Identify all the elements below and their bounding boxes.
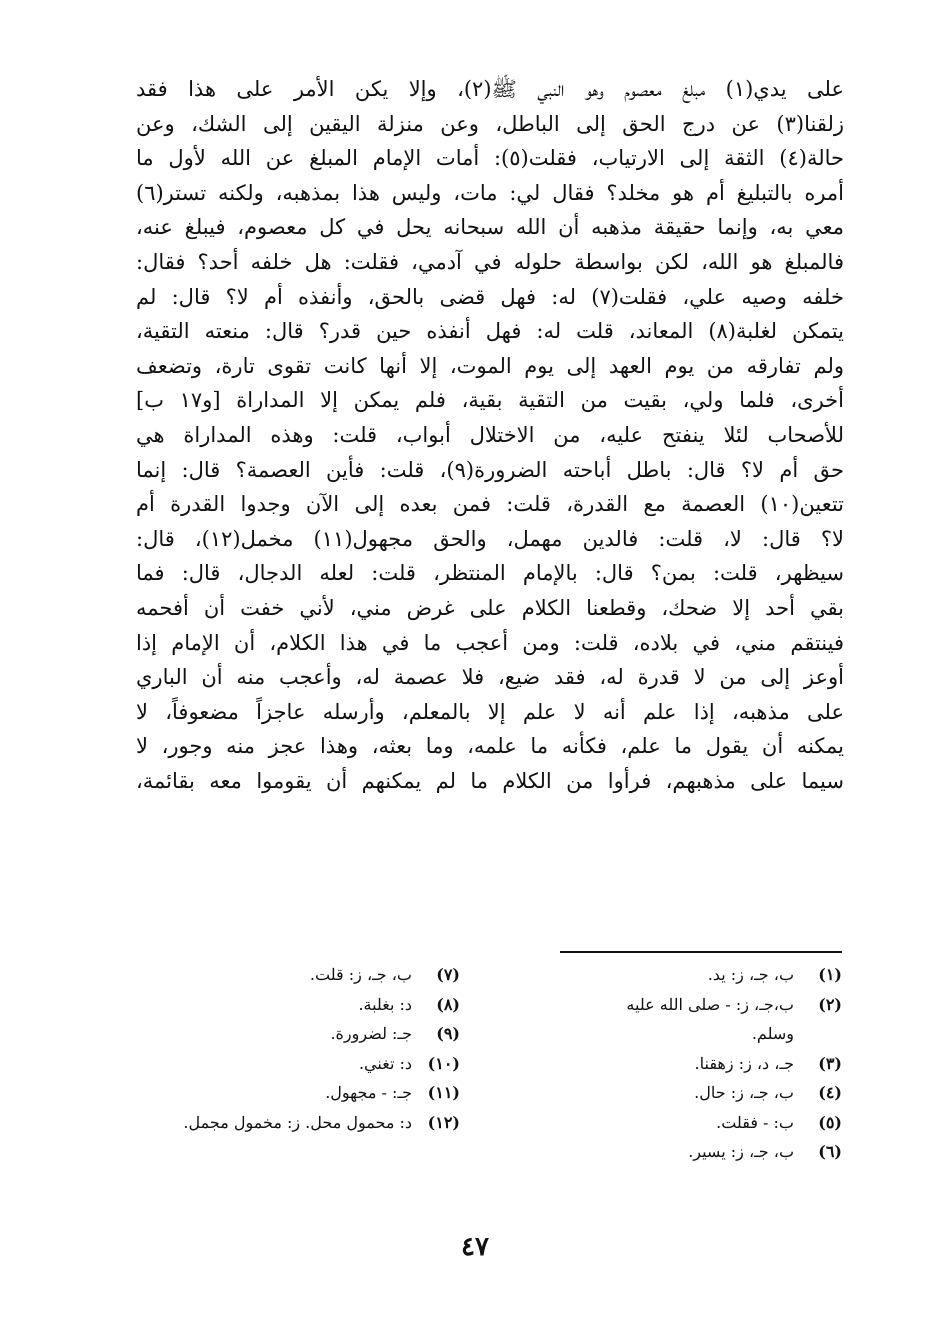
footnote <box>560 1049 842 1079</box>
footnote <box>560 1019 842 1049</box>
text-line: تتعين(١٠) العصمة مع القدرة، قلت: فمن بعده إلى الآن وجدوا القدرة أم <box>136 492 844 517</box>
footnote-number: (١) <box>818 965 842 984</box>
footnote-text: جـ: لضرورة. <box>330 1024 412 1043</box>
text-line: يتمكن لغلبة(٨) المعاند، قلت له: فهل أنفذه حين قدر؟ قال: منعته التقية، <box>136 319 844 344</box>
footnote <box>560 1108 842 1138</box>
footnotes-right-column <box>560 960 842 1167</box>
footnote-number: (٧) <box>436 965 460 984</box>
text-line: أوعز إلى من لا قدرة له، فقد ضيع، فلا عصمة له، وأعجب منه أن الباري <box>136 665 844 690</box>
text-line: على يدي(١) مبلغ معصوم وهو النبي ﷺ(٢)، وإلا يكن الأمر على هذا فقد <box>136 77 844 101</box>
footnote <box>560 1078 842 1108</box>
text-line: أمره بالتبليغ أم هو مخلد؟ فقال لي: مات، وليس هذا بمذهبه، ولكنه تستر(٦) <box>136 180 844 205</box>
footnote-number: (٩) <box>436 1024 460 1043</box>
text-line: سيما على مذهبهم، فرأوا من الكلام ما لم يمكنهم أن يقوموا معه بقائمة، <box>136 768 844 793</box>
footnote <box>130 990 460 1020</box>
footnote-text: ب: - فقلت. <box>716 1112 794 1132</box>
text-line: أخرى، فلما ولي، بقيت من التقية بقية، فلم يمكن إلا المداراة [و١٧ ب] <box>136 388 844 413</box>
text-line: خلفه وصيه علي، فقلت(٧) له: فهل قضى بالحق، وأنفذه أم لا؟ قال: لم <box>136 284 844 309</box>
footnote-number: (٦) <box>818 1142 842 1161</box>
text-line: لا؟ قال: لا، قلت: فالدين مهمل، والحق مجهول(١١) مخمل(١٢)، قال: <box>136 526 844 551</box>
footnote-number: (٤) <box>818 1083 842 1102</box>
footnote-text: ب، جـ، ز: يد. <box>707 965 794 984</box>
footnote-text: ب، جـ، ز: قلت. <box>309 965 412 984</box>
footnote-text: د: محمول محل. ز: مخمول مجمل. <box>183 1112 412 1132</box>
text-line: زلقنا(٣) عن درج الحق إلى الباطل، وعن منزلة اليقين إلى الشك، وعن <box>136 111 844 136</box>
footnote <box>130 1108 460 1138</box>
text-line: سيظهر، قلت: بمن؟ قال: بالإمام المنتظر، قلت: لعله الدجال، قال: فما <box>136 561 844 586</box>
footnote-text: د: تغني. <box>358 1053 412 1073</box>
footnote-number: (٢) <box>818 994 842 1014</box>
footnote-text: جـ: - مجهول. <box>325 1083 412 1102</box>
footnote <box>130 1019 460 1049</box>
footnote-number: (١٢) <box>427 1112 460 1132</box>
footnote-number: (٥) <box>818 1112 842 1132</box>
footnotes-left-column <box>130 960 460 1137</box>
footnote-number: (١١) <box>427 1083 460 1102</box>
footnote-text: ب،جـ، ز: - صلى الله عليه <box>626 994 794 1014</box>
footnote-number: (٨) <box>436 994 460 1014</box>
footnote-number: (١٠) <box>427 1053 460 1073</box>
text-line: فينتقم مني، في بلاده، قلت: ومن أعجب ما في هذا الكلام، أن الإمام إذا <box>136 630 844 655</box>
text-line: معي به، وإنما حقيقة مذهبه أن الله سبحانه يحل في كل معصوم، فيبلغ عنه، <box>136 215 844 240</box>
main-text <box>136 72 844 798</box>
text-line: ولم تفارقه من يوم العهد إلى يوم الموت، إلا أنها كانت تقوى تارة، وتضعف <box>136 353 844 378</box>
footnote-text: وسلم. <box>751 1024 794 1043</box>
footnote <box>560 990 842 1020</box>
text-line: للأصحاب لئلا ينفتح عليه، من الاختلال أبواب، قلت: وهذه المداراة هي <box>136 422 844 447</box>
text-line: حق أم لا؟ قال: باطل أباحته الضرورة(٩)، قلت: فأين العصمة؟ قال: إنما <box>136 457 844 482</box>
footnote-number: (٣) <box>818 1053 842 1073</box>
text-line: على مذهبه، إذا علم أنه لا علم إلا بالمعلم، وأرسله عاجزاً مضعوفاً، لا <box>136 699 844 724</box>
footnote-text: ب، جـ، ز: حال. <box>694 1083 794 1102</box>
text-line: بقي أحد إلا ضحك، وقطعنا الكلام على غرض مني، لأني خفت أن أفحمه <box>136 595 844 620</box>
text-line: فالمبلغ هو الله، لكن بواسطة حلوله في آدمي، فقلت: هل خلفه أحد؟ فقال: <box>136 249 844 274</box>
footnote <box>560 1137 842 1167</box>
footnote-text: ب، جـ، ز: يسير. <box>688 1142 794 1161</box>
footnote-text: د: بغلبة. <box>358 994 412 1014</box>
footnote-text: جـ، د، ز: زهقنا. <box>694 1053 794 1073</box>
page-number: ٤٧ <box>461 1232 489 1262</box>
text-line: حالة(٤) الثقة إلى الارتياب، فقلت(٥): أمات الإمام المبلغ عن الله لأول ما <box>136 146 844 171</box>
footnote <box>130 1049 460 1079</box>
footnote <box>130 1078 460 1108</box>
footnote-separator <box>560 951 842 953</box>
footnote <box>130 960 460 990</box>
text-line: يمكنه أن يقول ما علم، فكأنه ما علمه، وما بعثه، وهذا عجز منه وجور، لا <box>136 734 844 759</box>
footnote <box>560 960 842 990</box>
